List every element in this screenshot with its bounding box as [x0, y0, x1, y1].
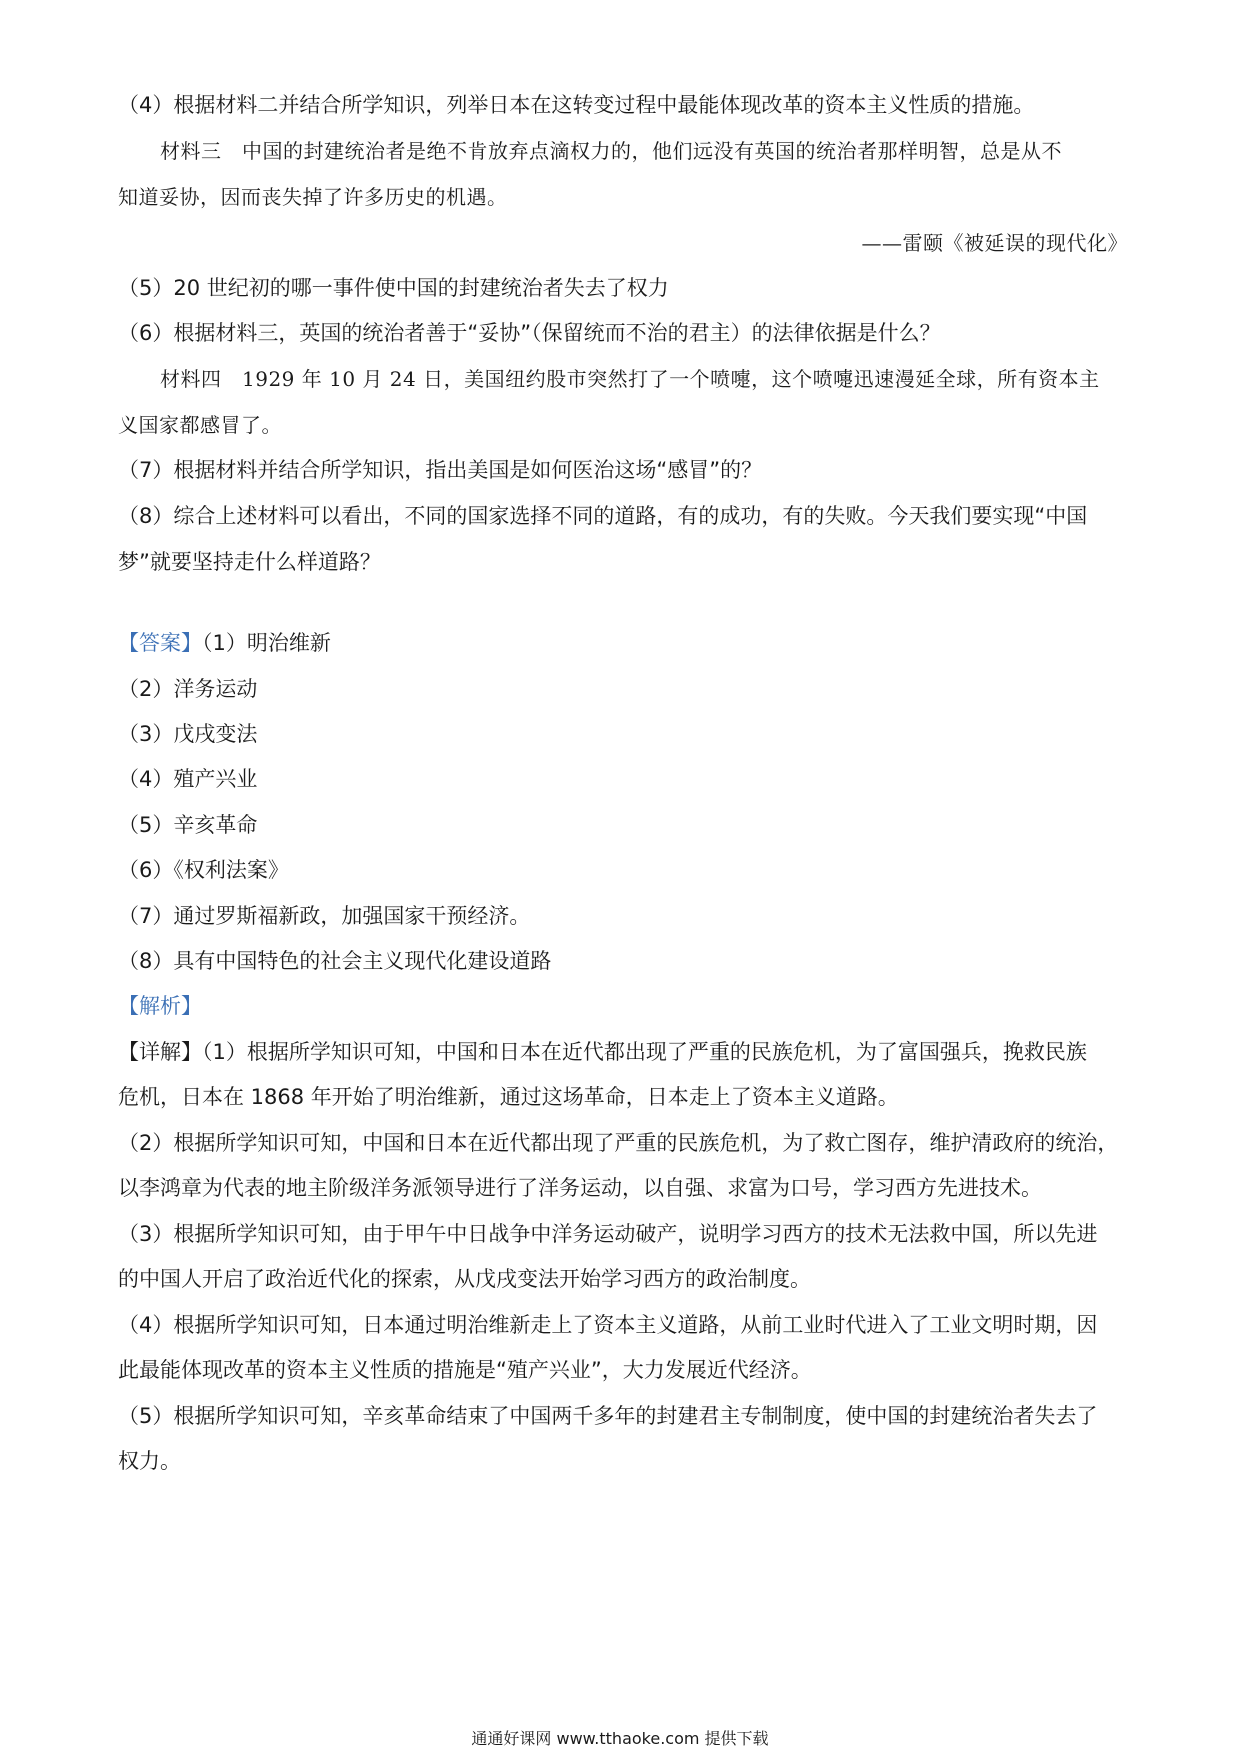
answer-label: 【答案】 — [118, 631, 202, 655]
detail-2-line-2: 以李鸿章为代表的地主阶级洋务派领导进行了洋务运动，以自强、求富为口号，学习西方先进技术。 — [118, 1176, 1042, 1200]
material-3-line-1: 材料三 中国的封建统治者是绝不肯放弃点滴权力的，他们远没有英国的统治者那样明智，总是从不 — [160, 139, 1062, 163]
question-7: （7）根据材料并结合所学知识，指出美国是如何医治这场“感冒”的？ — [118, 458, 763, 482]
answer-8: （8）具有中国特色的社会主义现代化建设道路 — [118, 949, 552, 973]
detail-3-line-1: （3）根据所学知识可知，由于甲午中日战争中洋务运动破产，说明学习西方的技术无法救中国，所以先进 — [118, 1222, 1098, 1246]
question-8-line-1: （8）综合上述材料可以看出，不同的国家选择不同的道路，有的成功，有的失败。今天我们要实现“中国 — [118, 504, 1088, 528]
detail-1-text: （1）根据所学知识可知，中国和日本在近代都出现了严重的民族危机，为了富国强兵，挽救民族 — [202, 1040, 1087, 1064]
detail-5-line-1: （5）根据所学知识可知，辛亥革命结束了中国两千多年的封建君主专制制度，使中国的封建统治者失去了 — [118, 1404, 1098, 1428]
page-footer: 通通好课网 www.tthaoke.com 提供下载 — [471, 1729, 769, 1748]
answer-7: （7）通过罗斯福新政，加强国家干预经济。 — [118, 904, 531, 928]
detail-1-line-1 — [118, 1037, 1128, 1067]
answer-5: （5）辛亥革命 — [118, 813, 258, 837]
question-4: （4）根据材料二并结合所学知识，列举日本在这转变过程中最能体现改革的资本主义性质的措施。 — [118, 93, 1035, 117]
material-4-line-2: 义国家都感冒了。 — [118, 413, 282, 437]
detail-1-line-2: 危机，日本在 1868 年开始了明治维新，通过这场革命，日本走上了资本主义道路。 — [118, 1085, 899, 1109]
material-3-line-2: 知道妥协，因而丧失掉了许多历史的机遇。 — [118, 185, 508, 209]
detail-2-line-1: （2）根据所学知识可知，中国和日本在近代都出现了严重的民族危机，为了救亡图存，维护清政府的统治， — [118, 1131, 1119, 1155]
detail-5-line-2: 权力。 — [118, 1449, 181, 1473]
analysis-label: 【解析】 — [118, 994, 202, 1018]
question-6: （6）根据材料三，英国的统治者善于“妥协”（保留统而不治的君主）的法律依据是什么？ — [118, 321, 941, 345]
material-4-line-1: 材料四 1929 年 10 月 24 日，美国纽约股市突然打了一个喷嚏，这个喷嚏迅速漫延全球，所有资本主 — [160, 367, 1100, 391]
answer-block-first-line — [118, 628, 1128, 658]
detail-4-line-1: （4）根据所学知识可知，日本通过明治维新走上了资本主义道路，从前工业时代进入了工业文明时期，因 — [118, 1313, 1098, 1337]
question-8-line-2: 梦”就要坚持走什么样道路？ — [118, 550, 381, 574]
material-3-source: ——雷颐《被延误的现代化》 — [861, 231, 1128, 255]
question-5: （5）20 世纪初的哪一事件使中国的封建统治者失去了权力 — [118, 276, 669, 300]
detail-3-line-2: 的中国人开启了政治近代化的探索，从戊戌变法开始学习西方的政治制度。 — [118, 1267, 811, 1291]
answer-6: （6）《权利法案》 — [118, 858, 289, 882]
answer-3: （3）戊戌变法 — [118, 722, 258, 746]
answer-1: （1）明治维新 — [202, 631, 331, 655]
detail-label: 【详解】 — [118, 1040, 202, 1064]
answer-2: （2）洋务运动 — [118, 677, 258, 701]
detail-4-line-2: 此最能体现改革的资本主义性质的措施是“殖产兴业”，大力发展近代经济。 — [118, 1358, 812, 1382]
answer-4: （4）殖产兴业 — [118, 767, 258, 791]
